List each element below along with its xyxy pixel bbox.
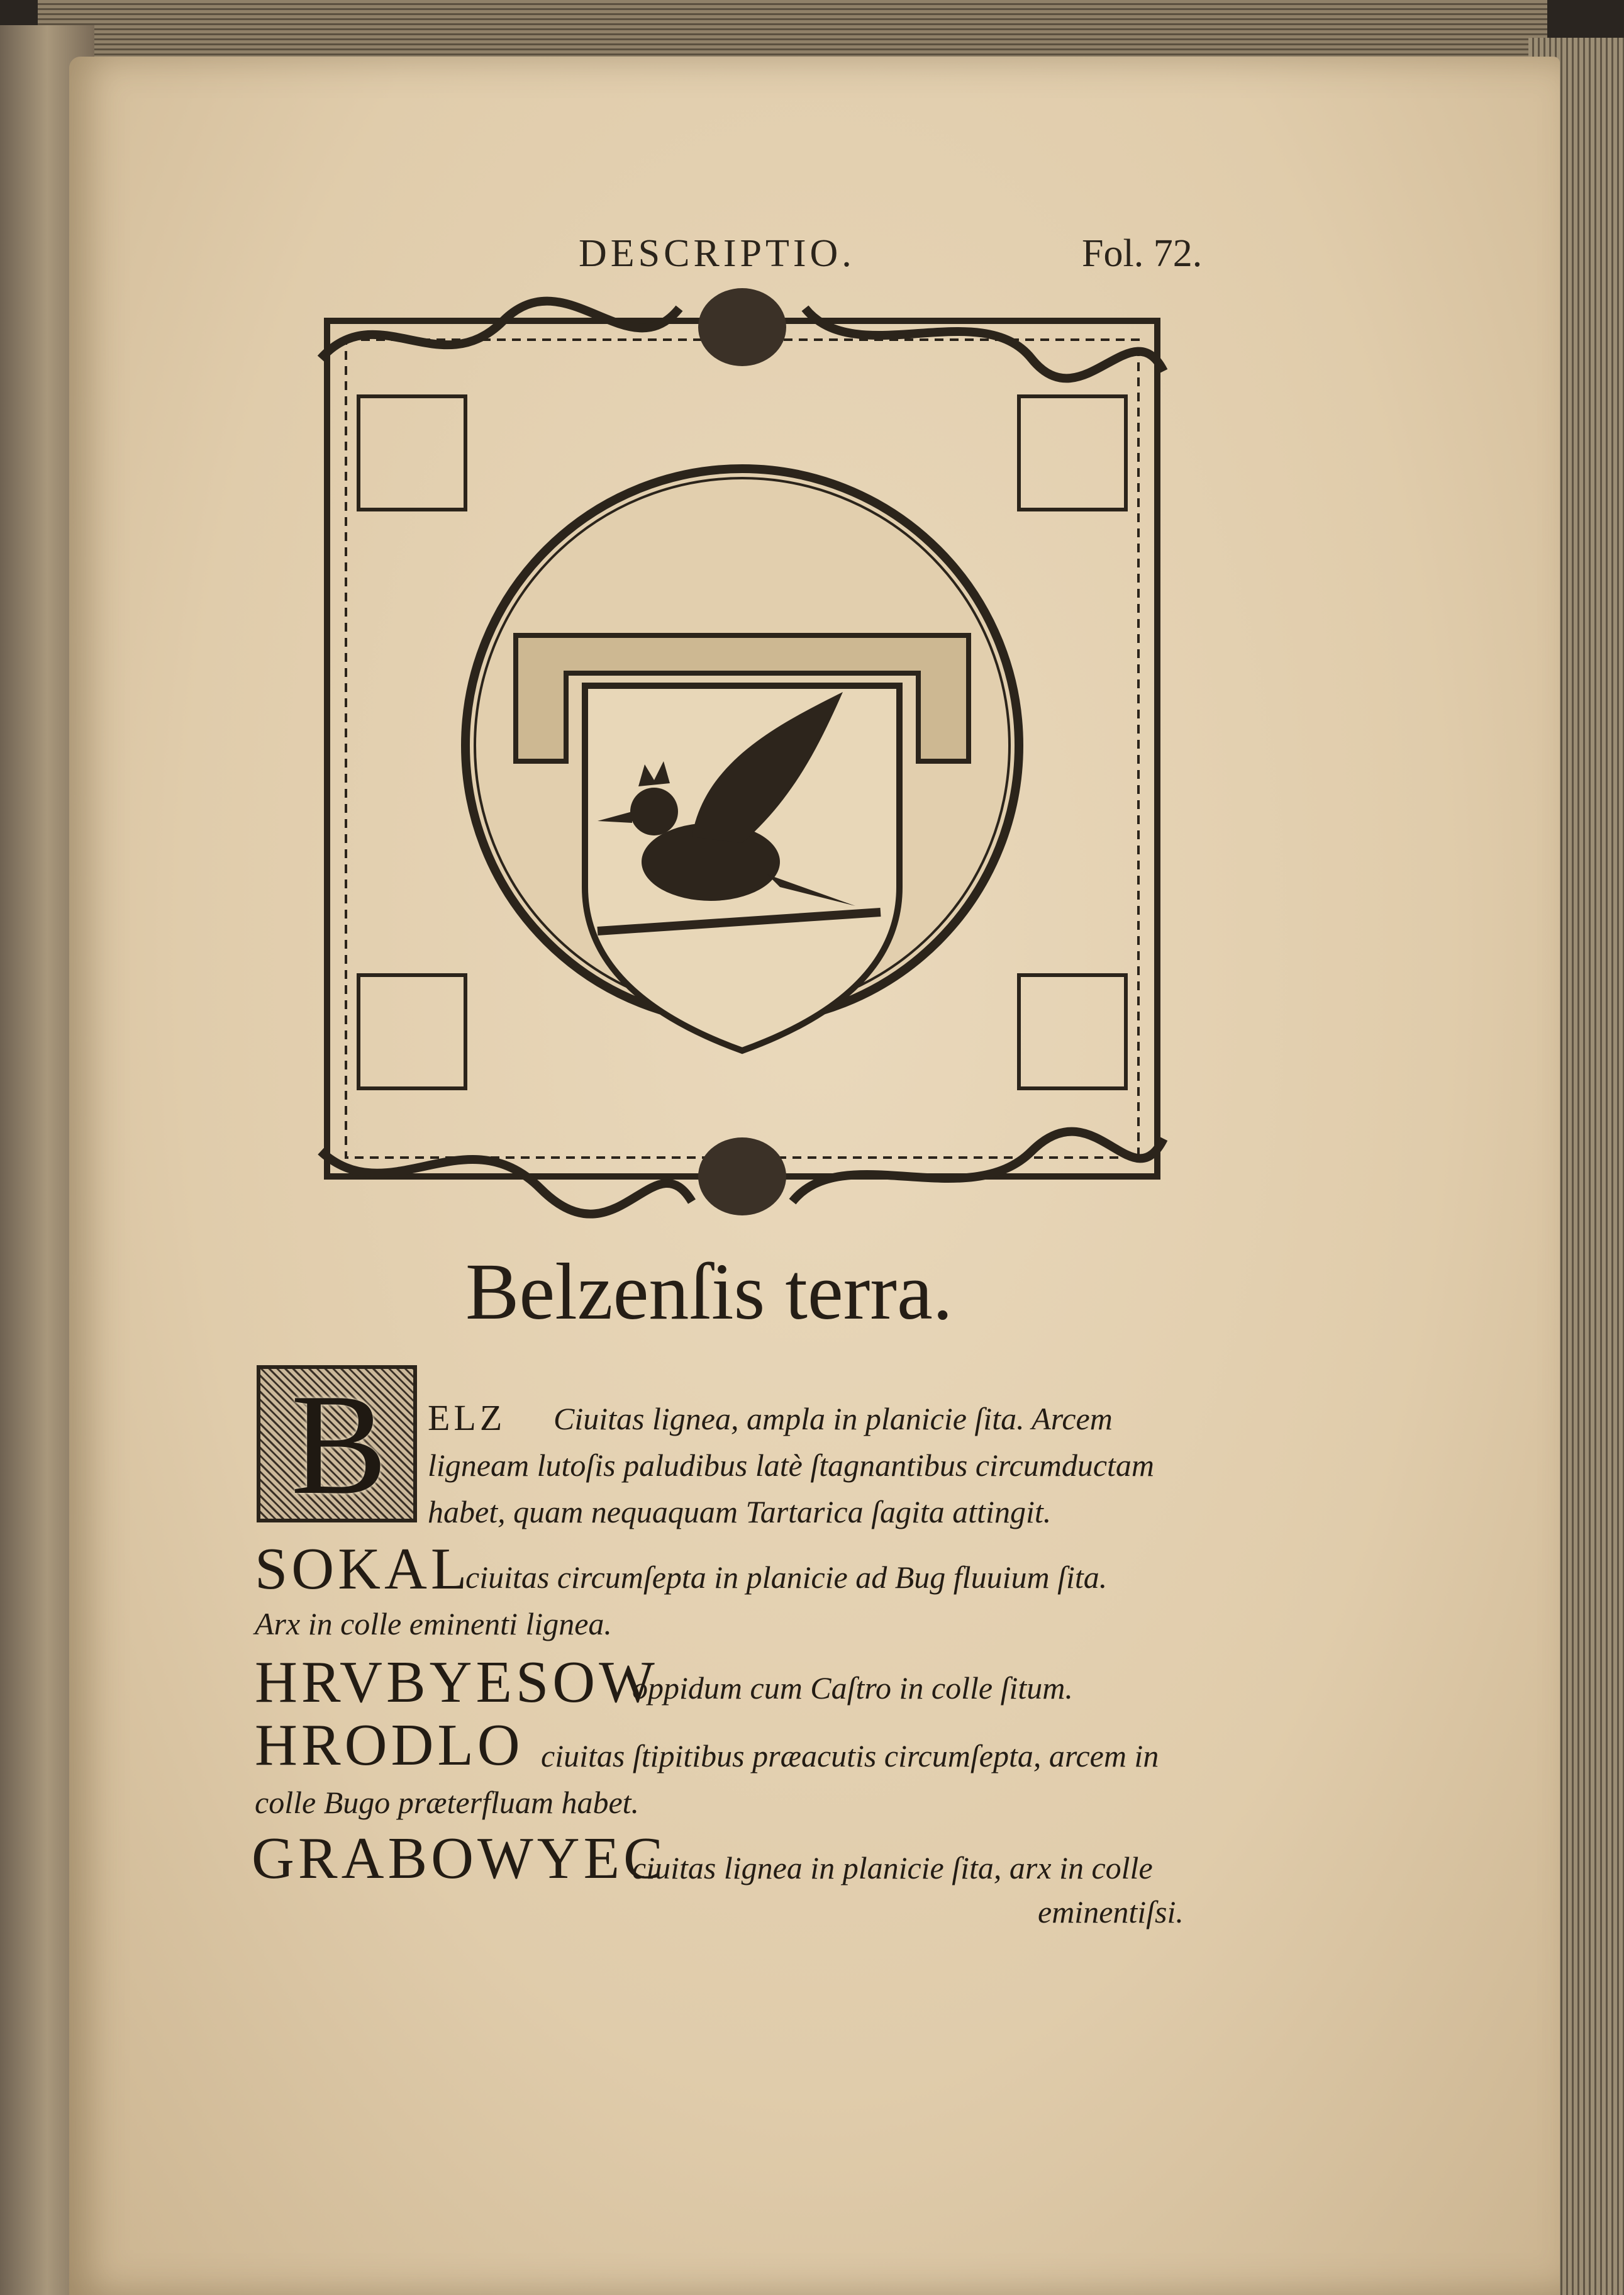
coat-of-arms-woodcut: [302, 283, 1182, 1233]
entry-name-sokal: SOKAL: [255, 1536, 471, 1602]
entry-line: ciuitas ſtipitibus præacutis circumſepta, arcem in: [541, 1738, 1159, 1773]
initial-letter: B: [291, 1364, 387, 1524]
entry-line: ligneam lutoſis paludibus latè ſtagnantibus circumductam: [428, 1448, 1155, 1483]
decorated-initial: [257, 1365, 417, 1522]
entry-line: ciuitas circumſepta in planicie ad Bug fluuium ſita.: [465, 1560, 1108, 1595]
entry-line: Ciuitas lignea, ampla in planicie ſita. Arcem: [553, 1401, 1113, 1436]
entry-line: ciuitas lignea in planicie ſita, arx in colle: [632, 1850, 1153, 1885]
entry-name-hrubyesow: HRVBYESOW: [255, 1650, 659, 1715]
running-head: DESCRIPTIO.: [579, 232, 855, 275]
entry-line: Arx in colle eminenti lignea.: [255, 1606, 612, 1641]
section-heading: Belzenſis terra.: [465, 1247, 953, 1336]
entry-line: oppidum cum Caſtro in colle ſitum.: [632, 1670, 1073, 1706]
entry-line: habet, quam nequaquam Tartarica ſagita attingit.: [428, 1494, 1052, 1529]
entry-name-belz: ELZ: [428, 1397, 506, 1438]
entry-name-hrodlo: HRODLO: [255, 1712, 524, 1778]
entry-name-grabowyec: GRABOWYEC: [252, 1826, 667, 1891]
entry-line: colle Bugo præterfluam habet.: [255, 1785, 640, 1820]
folio-number: Fol. 72.: [1082, 232, 1203, 275]
entry-line: eminentiſsi.: [1038, 1894, 1184, 1929]
